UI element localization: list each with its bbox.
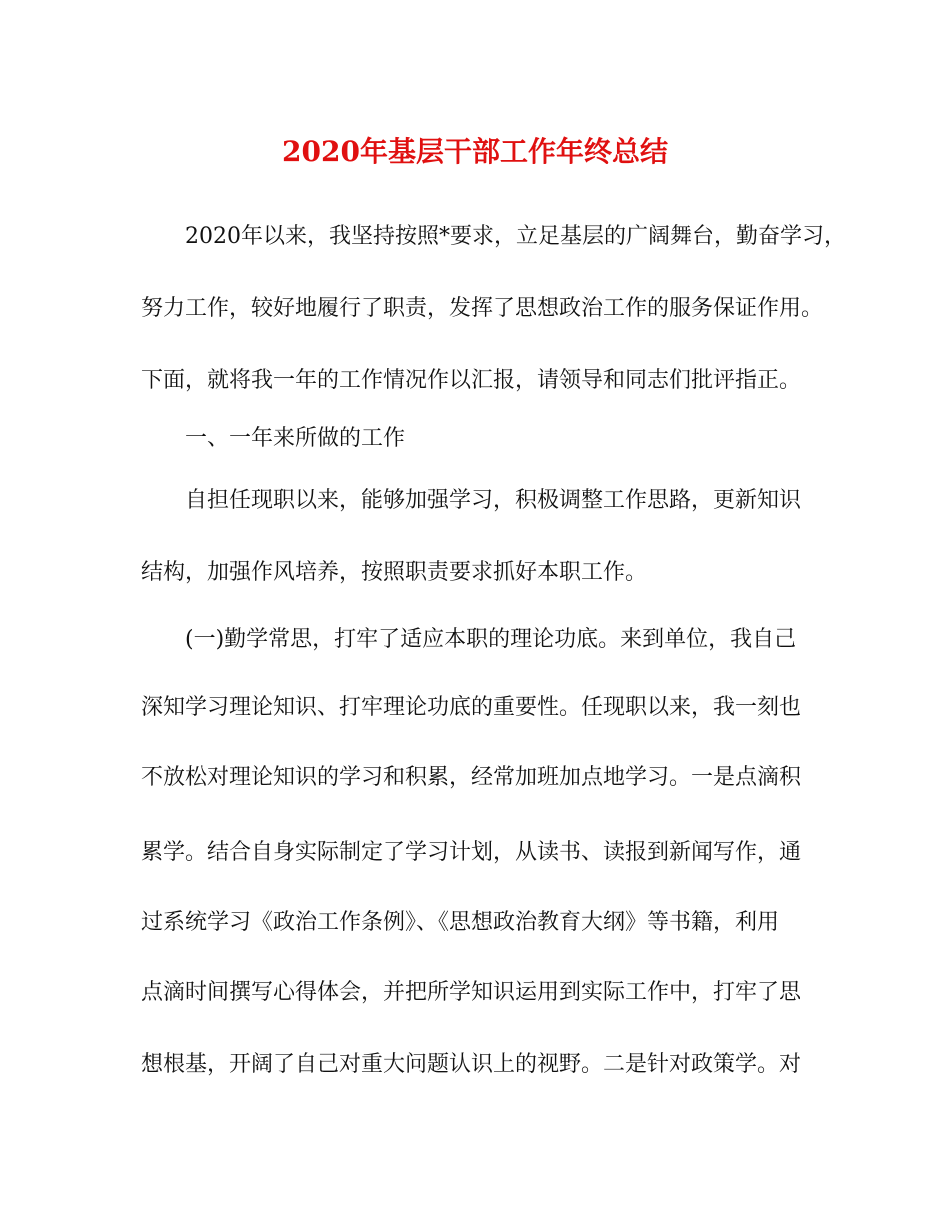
paragraph-line: 点滴时间撰写心得体会，并把所学知识运用到实际工作中，打牢了思 bbox=[141, 980, 802, 1005]
paragraph-line: 结构，加强作风培养，按照职责要求抓好本职工作。 bbox=[141, 560, 648, 585]
paragraph-line: 想根基，开阔了自己对重大问题认识上的视野。二是针对政策学。对 bbox=[141, 1052, 802, 1077]
paragraph-line: 下面，就将我一年的工作情况作以汇报，请领导和同志们批评指正。 bbox=[141, 368, 802, 393]
paragraph-line: 累学。结合自身实际制定了学习计划，从读书、读报到新闻写作，通 bbox=[141, 840, 802, 865]
paragraph-line: (一)勤学常思，打牢了适应本职的理论功底。来到单位，我自己 bbox=[185, 627, 797, 652]
paragraph-line: 深知学习理论知识、打牢理论功底的重要性。任现职以来，我一刻也 bbox=[141, 695, 802, 720]
document-title: 2020年基层干部工作年终总结 bbox=[282, 135, 668, 168]
paragraph-line: 努力工作，较好地履行了职责，发挥了思想政治工作的服务保证作用。 bbox=[141, 296, 824, 321]
paragraph-line: 不放松对理论知识的学习和积累，经常加班加点地学习。一是点滴积 bbox=[141, 765, 802, 790]
section-heading: 一、一年来所做的工作 bbox=[185, 426, 406, 451]
paragraph-line: 过系统学习《政治工作条例》、《思想政治教育大纲》等书籍，利用 bbox=[141, 910, 780, 935]
paragraph-line: 自担任现职以来，能够加强学习，积极调整工作思路，更新知识 bbox=[185, 488, 802, 513]
paragraph-line: 2020年以来，我坚持按照*要求，立足基层的广阔舞台，勤奋学习， bbox=[185, 224, 846, 249]
